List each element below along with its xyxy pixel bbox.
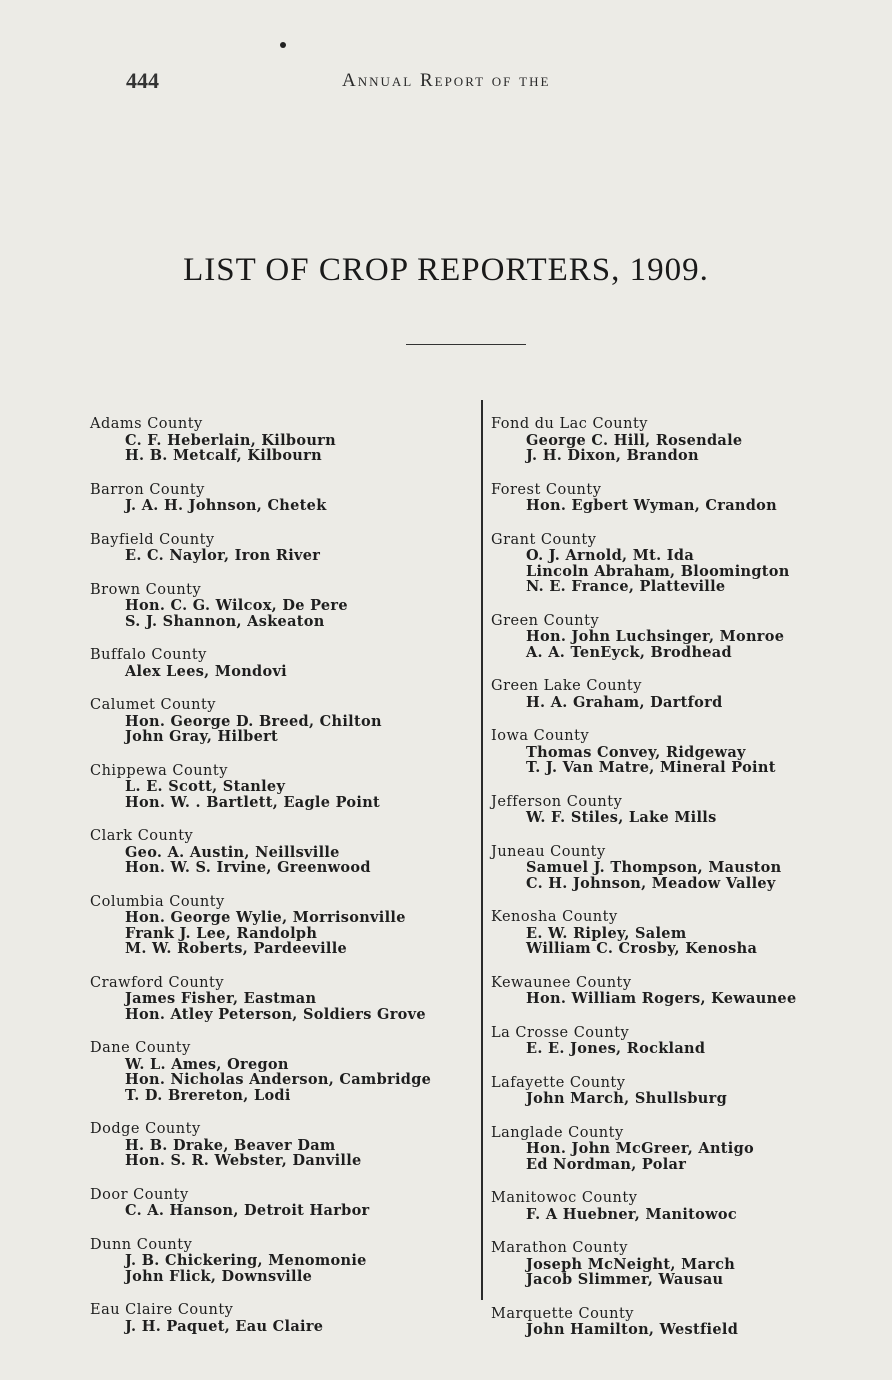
reporter-entry: L. E. Scott, Stanley — [125, 778, 286, 795]
reporter-entry: J. H. Paquet, Eau Claire — [125, 1317, 324, 1335]
reporter-entry: George C. Hill, Rosendale — [526, 431, 743, 449]
county-block — [491, 483, 851, 514]
reporter-entry: S. J. Shannon, Askeaton — [125, 612, 325, 630]
county-block — [491, 1191, 851, 1222]
county-name: Fond du Lac County — [491, 416, 648, 432]
county-block — [491, 1126, 851, 1173]
left-column — [90, 398, 475, 1334]
reporter-entry: Thomas Convey, Ridgeway — [526, 743, 746, 761]
reporter-entry: Jacob Slimmer, Wausau — [526, 1271, 724, 1288]
county-name: Clark County — [90, 828, 194, 844]
reporter-entry: Hon. John McGreer, Antigo — [526, 1140, 755, 1157]
county-block — [90, 648, 475, 679]
reporter-entry: Hon. William Rogers, Kewaunee — [526, 990, 797, 1007]
county-name: Bayfield County — [90, 531, 215, 548]
county-name: Dodge County — [90, 1121, 201, 1137]
reporter-entry: Hon. George Wylie, Morrisonville — [125, 909, 406, 926]
reporter-entry: Hon. S. R. Webster, Danville — [125, 1152, 362, 1169]
county-name: Calumet County — [90, 697, 217, 713]
county-block — [90, 483, 475, 514]
county-name: Eau Claire County — [90, 1302, 234, 1318]
reporter-entry: John Flick, Downsville — [125, 1267, 313, 1285]
reporter-entry: Hon. W. . Bartlett, Eagle Point — [125, 793, 381, 811]
county-block — [491, 533, 851, 595]
reporter-entry: Joseph McNeight, March — [526, 1255, 736, 1273]
county-block — [491, 1026, 851, 1057]
reporter-entry: E. C. Naylor, Iron River — [125, 547, 321, 564]
reporter-entry: Hon. C. G. Wilcox, De Pere — [125, 597, 348, 614]
reporter-entry: J. B. Chickering, Menomonie — [125, 1252, 367, 1269]
county-name: Grant County — [491, 531, 597, 548]
reporter-entry: Hon. John Luchsinger, Monroe — [526, 628, 785, 645]
reporter-entry: John Gray, Hilbert — [125, 728, 279, 745]
county-block — [90, 533, 475, 564]
county-name: Forest County — [491, 481, 602, 498]
county-block — [90, 1188, 475, 1219]
county-name: Juneau County — [491, 843, 606, 860]
county-name: Marquette County — [491, 1305, 634, 1322]
reporter-entry: H. B. Drake, Beaver Dam — [125, 1136, 336, 1154]
reporter-entry: M. W. Roberts, Pardeeville — [125, 940, 348, 957]
county-name: Lafayette County — [491, 1074, 626, 1091]
reporter-entry: W. L. Ames, Oregon — [125, 1055, 289, 1073]
county-block — [90, 829, 475, 876]
county-name: Door County — [90, 1186, 189, 1203]
county-block — [90, 764, 475, 811]
reporter-entry: J. H. Dixon, Brandon — [526, 447, 699, 464]
reporter-entry: Frank J. Lee, Randolph — [125, 924, 318, 942]
page-number: 444 — [126, 68, 159, 93]
county-block — [491, 795, 851, 826]
county-name: Manitowoc County — [491, 1190, 638, 1206]
reporter-entry: Lincoln Abraham, Bloomington — [526, 562, 790, 580]
reporter-entry: Ed Nordman, Polar — [526, 1155, 687, 1173]
reporter-entry: James Fisher, Eastman — [125, 990, 317, 1007]
county-name: Buffalo County — [90, 647, 207, 663]
reporter-entry: Hon. Nicholas Anderson, Cambridge — [125, 1071, 432, 1088]
county-name: Langlade County — [491, 1124, 624, 1141]
reporter-entry: Hon. George D. Breed, Chilton — [125, 712, 382, 730]
county-name: Jefferson County — [491, 793, 623, 810]
reporter-entry: H. A. Graham, Dartford — [526, 693, 723, 711]
running-head: Annual Report of the — [342, 70, 551, 91]
reporter-entry: William C. Crosby, Kenosha — [526, 940, 758, 957]
column-divider — [481, 400, 483, 1300]
county-name: Crawford County — [90, 974, 225, 991]
county-block — [491, 1307, 851, 1338]
county-block — [491, 679, 851, 710]
county-name: Columbia County — [90, 893, 225, 910]
reporter-entry: H. B. Metcalf, Kilbourn — [125, 447, 322, 464]
county-name: La Crosse County — [491, 1024, 630, 1041]
county-block — [491, 417, 851, 464]
county-name: Iowa County — [491, 728, 590, 744]
reporter-entry: T. D. Brereton, Lodi — [125, 1086, 291, 1104]
reporter-entry: A. A. TenEyck, Brodhead — [526, 643, 732, 661]
county-name: Kenosha County — [491, 909, 618, 925]
county-block — [90, 1238, 475, 1285]
reporter-entry: Samuel J. Thompson, Mauston — [526, 859, 782, 876]
county-block — [491, 1076, 851, 1107]
county-block — [491, 845, 851, 892]
reporter-entry: Hon. Egbert Wyman, Crandon — [526, 497, 777, 514]
reporter-entry: C. A. Hanson, Detroit Harbor — [125, 1202, 370, 1219]
reporter-entry: W. F. Stiles, Lake Mills — [526, 809, 717, 826]
county-block — [90, 1122, 475, 1169]
reporter-entry: John Hamilton, Westfield — [526, 1321, 739, 1338]
reporter-entry: John March, Shullsburg — [526, 1090, 728, 1107]
page-title: LIST OF CROP REPORTERS, 1909. — [183, 252, 709, 288]
county-block — [90, 1041, 475, 1103]
reporter-entry: C. F. Heberlain, Kilbourn — [125, 431, 336, 449]
county-block — [491, 614, 851, 661]
county-block — [90, 1303, 475, 1334]
county-block — [90, 698, 475, 745]
county-block — [90, 895, 475, 957]
county-block — [491, 976, 851, 1007]
reporter-entry: C. H. Johnson, Meadow Valley — [526, 874, 776, 892]
reporter-entry: F. A Huebner, Manitowoc — [526, 1205, 738, 1223]
county-name: Brown County — [90, 581, 202, 598]
reporter-entry: Alex Lees, Mondovi — [125, 662, 287, 680]
county-name: Kewaunee County — [491, 974, 632, 991]
county-block — [491, 910, 851, 957]
reporter-entry: O. J. Arnold, Mt. Ida — [526, 547, 695, 564]
county-block — [90, 976, 475, 1023]
reporter-entry: Geo. A. Austin, Neillsville — [125, 843, 340, 861]
reporter-entry: Hon. Atley Peterson, Soldiers Grove — [125, 1005, 426, 1023]
county-block — [90, 417, 475, 464]
county-name: Marathon County — [491, 1240, 628, 1256]
county-name: Green Lake County — [491, 678, 642, 694]
county-name: Adams County — [90, 416, 203, 432]
right-column — [491, 398, 851, 1338]
county-block — [491, 1241, 851, 1288]
county-name: Chippewa County — [90, 762, 228, 779]
county-name: Green County — [491, 612, 600, 629]
ink-dot — [280, 42, 286, 48]
reporter-entry: N. E. France, Platteville — [526, 578, 726, 595]
county-block — [90, 583, 475, 630]
reporter-entry: E. W. Ripley, Salem — [526, 924, 687, 942]
county-block — [491, 729, 851, 776]
reporter-entry: E. E. Jones, Rockland — [526, 1040, 706, 1057]
reporter-entry: Hon. W. S. Irvine, Greenwood — [125, 859, 371, 876]
reporter-entry: J. A. H. Johnson, Chetek — [125, 497, 327, 514]
county-name: Dunn County — [90, 1236, 193, 1253]
county-name: Dane County — [90, 1040, 191, 1056]
title-rule — [406, 344, 526, 345]
county-name: Barron County — [90, 481, 205, 498]
reporter-entry: T. J. Van Matre, Mineral Point — [526, 759, 776, 776]
